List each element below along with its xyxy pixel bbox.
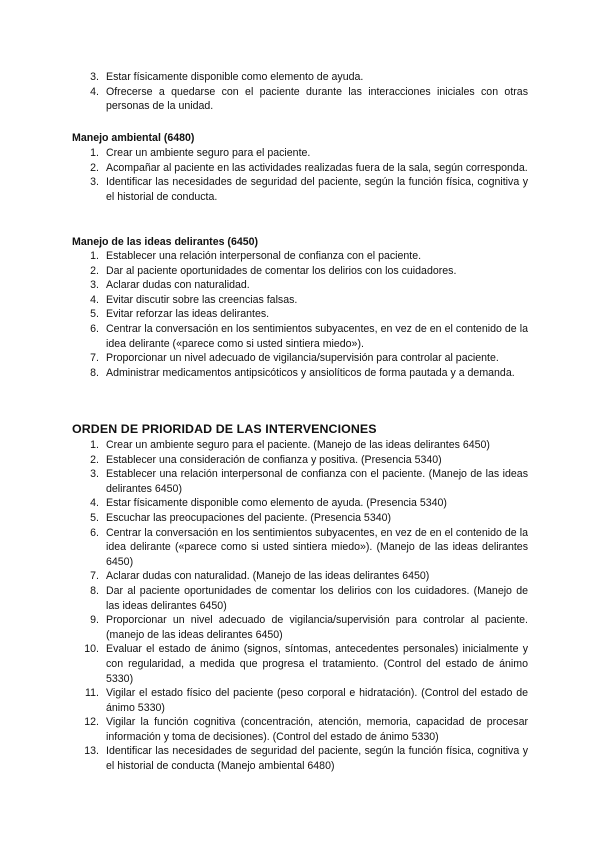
item-number: 1. — [90, 147, 99, 159]
item-text: Establecer una relación interpersonal de confianza con el paciente. (Manejo de las ideas delirantes 6450) — [106, 468, 528, 495]
list-item — [72, 453, 528, 468]
item-number: 8. — [90, 584, 99, 597]
item-number: 3. — [90, 468, 99, 481]
list-item — [72, 642, 528, 686]
item-number: 1. — [90, 439, 99, 451]
list-item — [72, 161, 528, 176]
list-item — [72, 686, 528, 715]
item-number: 5. — [90, 511, 99, 524]
list-item — [72, 744, 528, 773]
item-text: Evitar discutir sobre las creencias falsas. — [106, 293, 298, 306]
item-number: 3. — [90, 176, 99, 189]
item-number: 2. — [90, 453, 99, 466]
list-item — [72, 146, 528, 161]
section-heading-ideas-delirantes: Manejo de las ideas delirantes (6450) — [72, 236, 259, 248]
list-item — [72, 249, 528, 264]
item-text: Aclarar dudas con naturalidad. — [106, 279, 250, 292]
item-number: 3. — [90, 71, 99, 83]
section-heading-manejo-ambiental: Manejo ambiental (6480) — [72, 132, 195, 144]
priority-list — [72, 438, 528, 774]
item-text: Identificar las necesidades de seguridad del paciente, según la función física, cognitiva y el historial de conducta. — [106, 176, 528, 203]
item-number: 7. — [90, 570, 99, 583]
item-text: Centrar la conversación en los sentimientos subyacentes, en vez de en el contenido de la idea delirante («parece como si usted sintiera miedo»). (Manejo de las ideas delirantes 6450) — [106, 526, 528, 568]
item-text: Centrar la conversación en los sentimientos subyacentes, en vez de en el contenido de la idea delirante («parece como si usted sintiera miedo»). — [106, 322, 528, 350]
item-text: Crear un ambiente seguro para el paciente. (Manejo de las ideas delirantes 6450) — [106, 439, 490, 451]
list-item — [72, 613, 528, 642]
item-text: Ofrecerse a quedarse con el paciente durante las interacciones iniciales con otras personas de la unidad. — [106, 85, 528, 113]
item-number: 1. — [90, 250, 99, 262]
list-item — [72, 584, 528, 613]
item-number: 6. — [90, 322, 99, 335]
list-item — [72, 307, 528, 322]
list-item — [72, 264, 528, 279]
list-item — [72, 366, 528, 381]
list-item — [72, 526, 528, 570]
item-text: Vigilar el estado físico del paciente (peso corporal e hidratación). (Control del estado de ánimo 5330) — [106, 687, 528, 714]
list-item — [72, 467, 528, 496]
item-text: Establecer una relación interpersonal de confianza con el paciente. — [106, 250, 422, 262]
item-text: Administrar medicamentos antipsicóticos y ansiolíticos de forma pautada y a demanda. — [106, 366, 515, 379]
list-item — [72, 85, 528, 114]
item-text: Establecer una consideración de confianza y positiva. (Presencia 5340) — [106, 453, 442, 466]
list-item — [72, 278, 528, 293]
item-text: Proporcionar un nivel adecuado de vigilancia/supervisión para controlar al paciente. (manejo de las ideas delirantes 6450) — [106, 614, 528, 641]
item-number: 11. — [85, 687, 99, 700]
item-text: Crear un ambiente seguro para el paciente. — [106, 147, 311, 159]
list-item — [72, 496, 528, 511]
top-list — [72, 70, 528, 114]
list-item — [72, 511, 528, 526]
item-text: Dar al paciente oportunidades de comentar los delirios con los cuidadores. (Manejo de las ideas delirantes 6450) — [106, 584, 528, 612]
item-number: 2. — [90, 161, 99, 174]
list-item — [72, 569, 528, 584]
item-text: Evaluar el estado de ánimo (signos, síntomas, antecedentes personales) inicialmente y con regularidad, a medida que progresa el tratamiento. (Control del estado de ánimo 5330) — [106, 643, 528, 685]
item-text: Acompañar al paciente en las actividades realizadas fuera de la sala, según corresponda. — [106, 161, 528, 174]
item-text: Dar al paciente oportunidades de comentar los delirios con los cuidadores. — [106, 264, 457, 277]
item-text: Escuchar las preocupaciones del paciente. (Presencia 5340) — [106, 511, 392, 524]
manejo-ambiental-list — [72, 146, 528, 204]
list-item — [72, 438, 528, 453]
item-text: Aclarar dudas con naturalidad. (Manejo de las ideas delirantes 6450) — [106, 570, 430, 583]
list-item — [72, 70, 528, 85]
item-number: 3. — [90, 279, 99, 292]
item-number: 4. — [90, 85, 99, 98]
priority-heading: ORDEN DE PRIORIDAD DE LAS INTERVENCIONES — [72, 422, 377, 436]
item-text: Estar físicamente disponible como elemento de ayuda. — [106, 71, 364, 83]
item-number: 2. — [90, 264, 99, 277]
list-item — [72, 175, 528, 204]
ideas-delirantes-list — [72, 249, 528, 380]
item-number: 8. — [90, 366, 99, 379]
item-number: 13. — [84, 745, 99, 758]
item-number: 10. — [84, 643, 99, 656]
item-text: Vigilar la función cognitiva (concentración, atención, memoria, capacidad de procesar información y toma de decisiones). (Control del estado de ánimo 5330) — [106, 716, 528, 743]
item-number: 4. — [90, 293, 99, 306]
list-item — [72, 293, 528, 308]
item-number: 7. — [90, 352, 99, 365]
item-number: 6. — [90, 526, 99, 539]
list-item — [72, 322, 528, 351]
item-text: Proporcionar un nivel adecuado de vigilancia/supervisión para controlar al paciente. — [106, 352, 499, 365]
item-number: 9. — [90, 614, 99, 627]
item-text: Evitar reforzar las ideas delirantes. — [106, 308, 270, 321]
list-item — [72, 351, 528, 366]
list-item — [72, 715, 528, 744]
item-number: 12. — [84, 716, 99, 729]
item-text: Estar físicamente disponible como elemento de ayuda. (Presencia 5340) — [106, 497, 447, 510]
item-number: 5. — [90, 308, 99, 321]
item-text: Identificar las necesidades de seguridad del paciente, según la función física, cognitiva y el historial de conducta (Manejo ambiental 6480) — [106, 745, 528, 773]
item-number: 4. — [90, 497, 99, 510]
